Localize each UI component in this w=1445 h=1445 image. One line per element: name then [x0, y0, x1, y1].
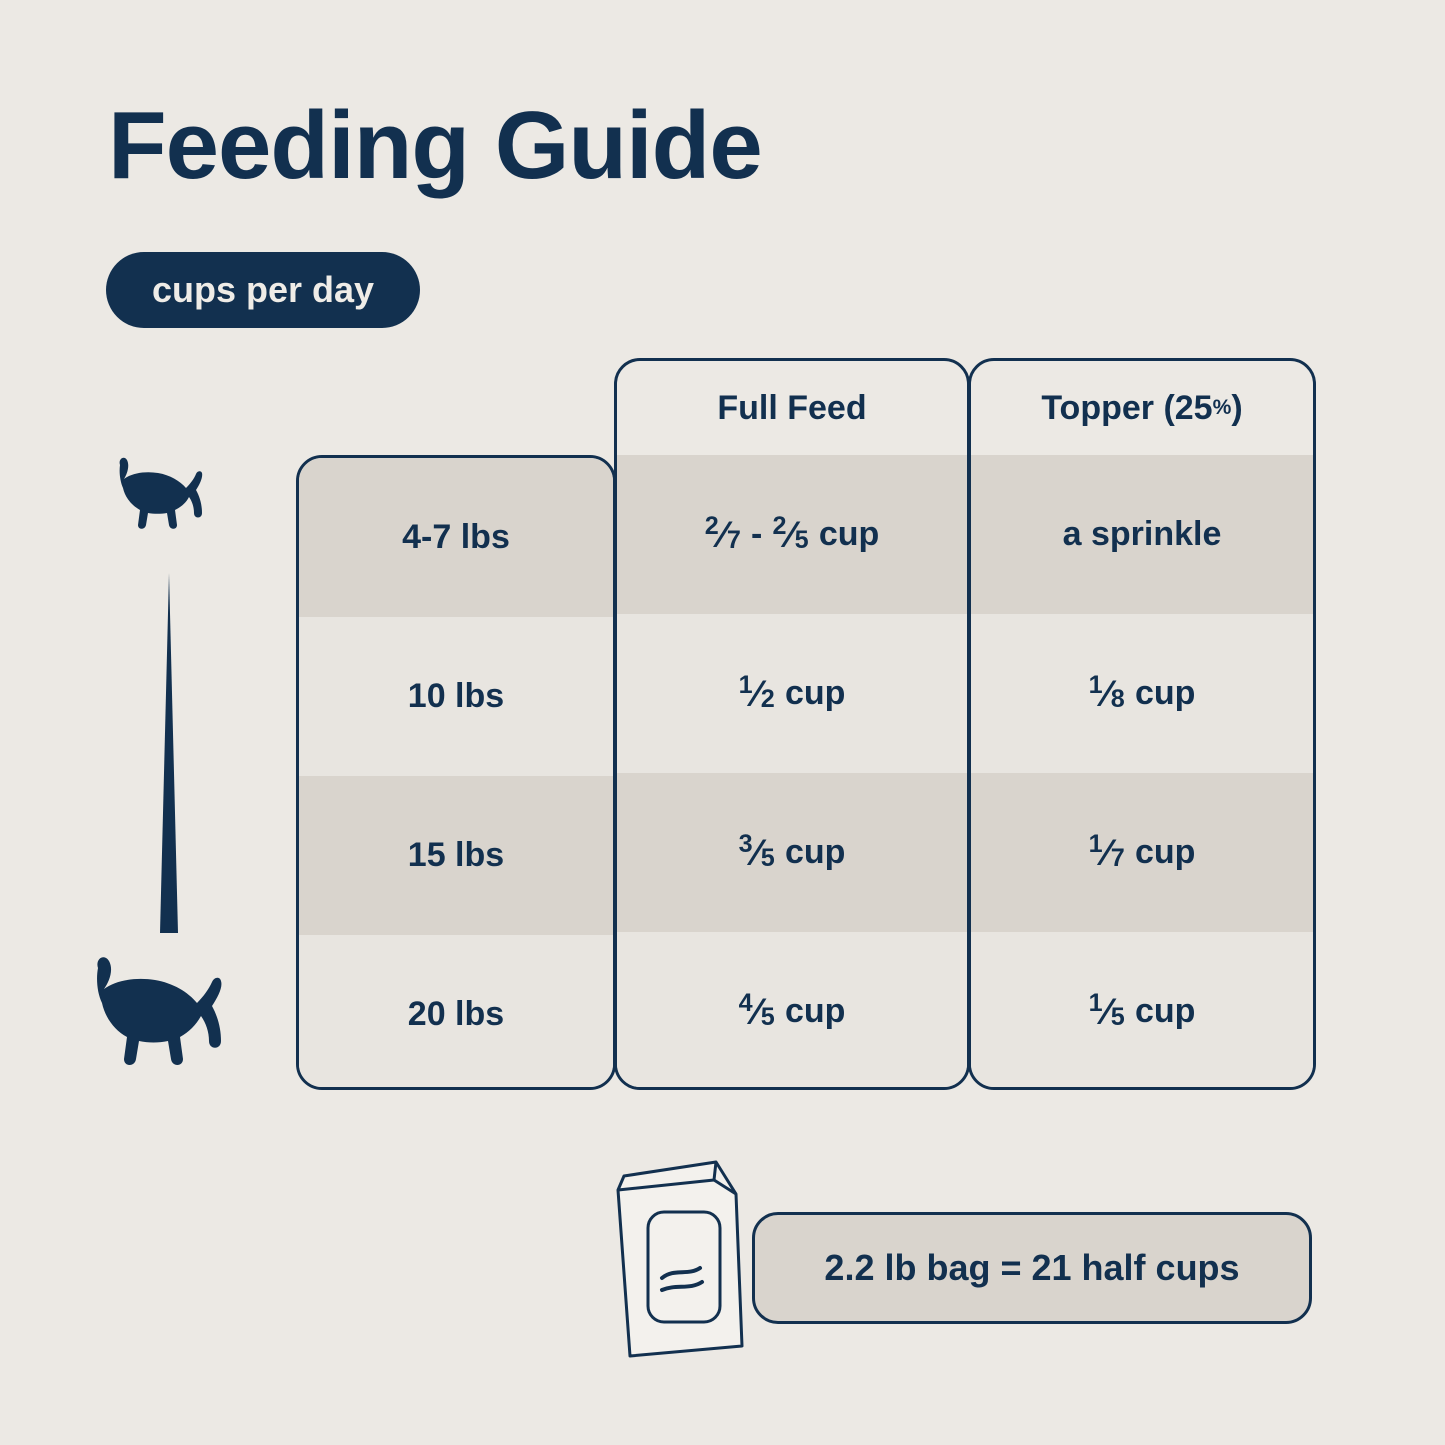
full-feed-value: 2 ⁄ 7 - 2 ⁄ 5 cup — [704, 511, 880, 555]
weight-column — [296, 455, 616, 1090]
table-cell — [971, 614, 1313, 773]
full-feed-value: 4 ⁄ 5 cup — [738, 988, 846, 1032]
topper-column — [968, 358, 1316, 1090]
topper-value: a sprinkle — [1062, 515, 1222, 553]
table-cell — [971, 455, 1313, 614]
table-cell — [617, 932, 967, 1090]
table-cell — [617, 455, 967, 614]
large-cat-icon — [80, 953, 245, 1073]
weight-value: 20 lbs — [407, 995, 505, 1033]
table-cell — [617, 614, 967, 773]
topper-value: 1 ⁄ 7 cup — [1088, 829, 1196, 873]
bag-note-section — [596, 1150, 1326, 1370]
table-row — [299, 617, 613, 776]
size-wedge — [152, 573, 186, 933]
table-cell — [971, 932, 1313, 1090]
full-feed-value: 3 ⁄ 5 cup — [738, 829, 846, 873]
table-cell — [617, 773, 967, 932]
topper-value: 1 ⁄ 5 cup — [1088, 988, 1196, 1032]
table-row — [299, 458, 613, 617]
page-title: Feeding Guide — [108, 92, 762, 199]
full-feed-header: Full Feed — [717, 388, 867, 427]
bag-yield-label: 2.2 lb bag = 21 half cups — [824, 1247, 1240, 1288]
topper-value: 1 ⁄ 8 cup — [1088, 670, 1196, 714]
weight-value: 10 lbs — [407, 677, 505, 715]
cups-per-day-badge — [106, 252, 420, 328]
cat-size-scale — [80, 455, 270, 1095]
weight-value: 15 lbs — [407, 836, 505, 874]
table-cell — [971, 773, 1313, 932]
cups-per-day-label: cups per day — [152, 269, 375, 310]
full-feed-value: 1 ⁄ 2 cup — [738, 670, 846, 714]
table-row — [299, 935, 613, 1090]
full-feed-column — [614, 358, 970, 1090]
topper-header: Topper (25 % ) — [1041, 388, 1243, 427]
weight-value: 4-7 lbs — [402, 518, 510, 556]
small-cat-icon — [108, 455, 218, 535]
bag-yield-bar — [752, 1212, 1312, 1324]
table-row — [299, 776, 613, 935]
feeding-table — [296, 358, 1316, 1090]
food-bag-icon — [596, 1150, 766, 1362]
